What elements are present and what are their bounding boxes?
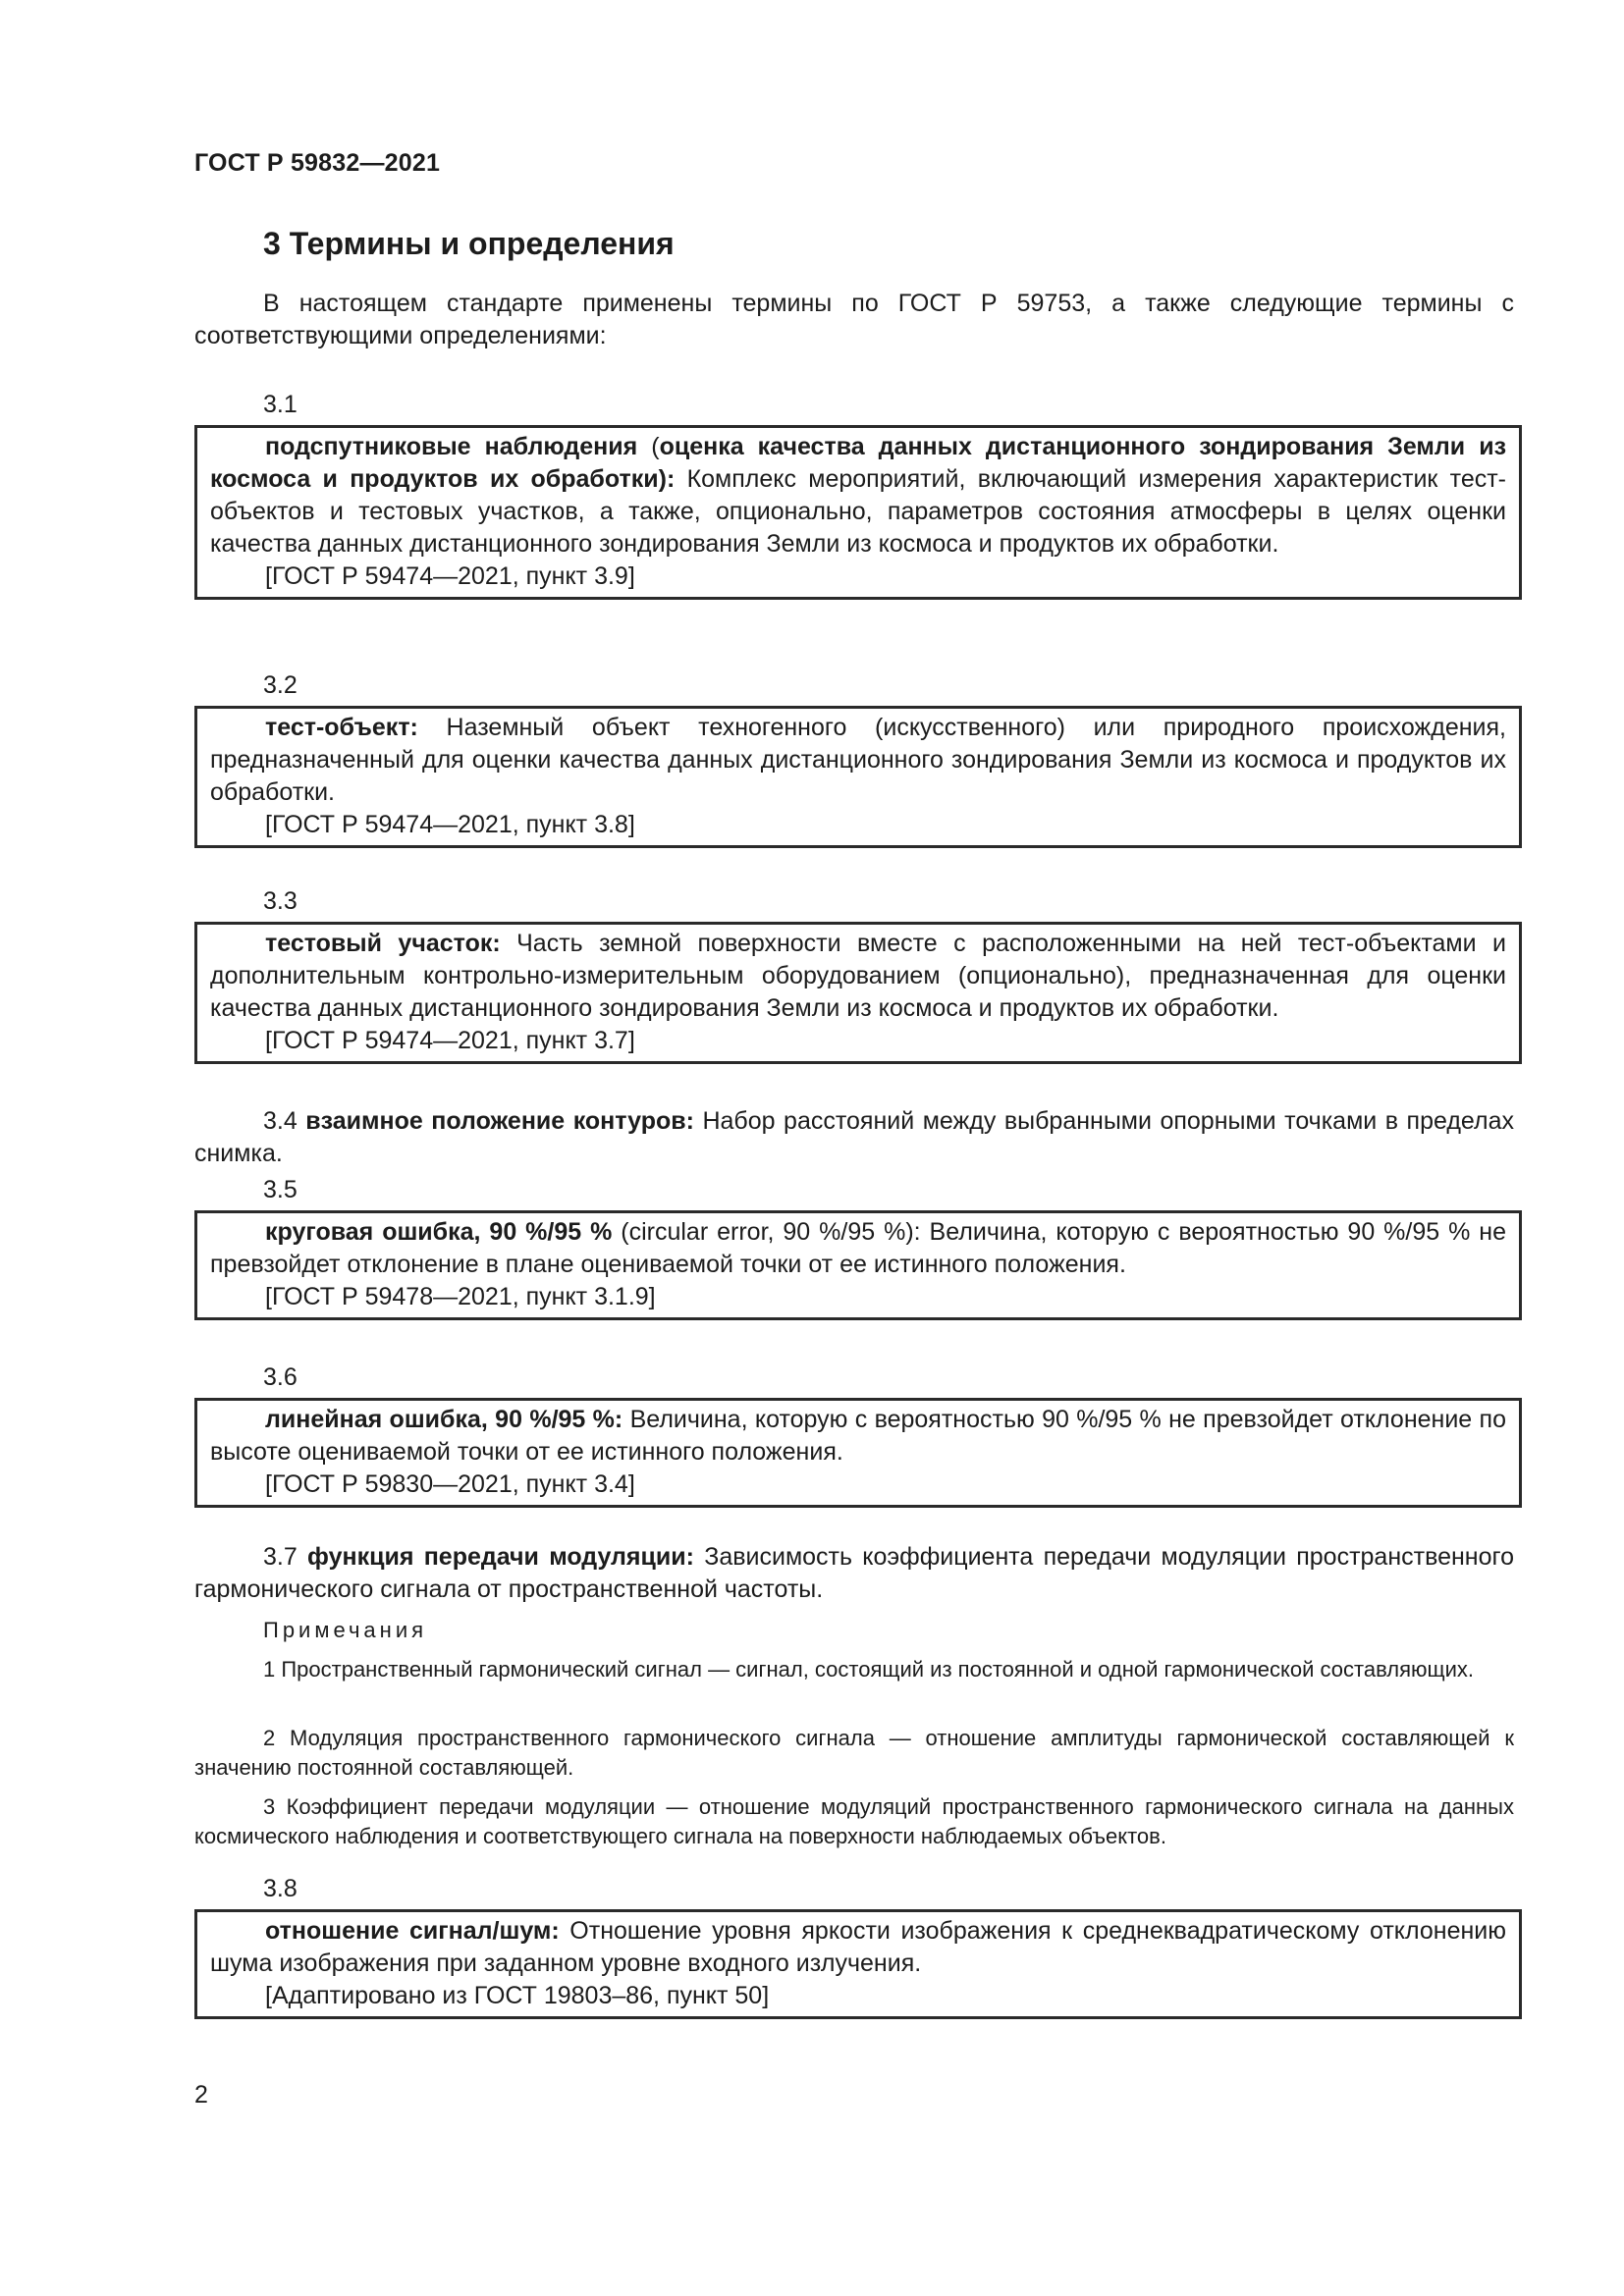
term-definition bbox=[210, 1216, 1506, 1281]
term-3-4-paragraph bbox=[194, 1105, 1514, 1170]
term-name: тестовый участок: bbox=[265, 930, 501, 957]
term-box-3-5 bbox=[194, 1210, 1522, 1320]
term-definition bbox=[210, 928, 1506, 1025]
term-box-3-8 bbox=[194, 1909, 1522, 2019]
term-definition-text: Величина, которую с вероятностью 90 %/95 % не превзойдет отклонение в плане оцениваемой точки от ее истинного положения. bbox=[210, 1218, 1506, 1278]
page-number: 2 bbox=[194, 2081, 208, 2109]
note-text: 2 Модуляция пространственного гармонического сигнала — отношение амплитуды гармонической составляющей к значению постоянной составляющей. bbox=[194, 1726, 1514, 1780]
term-source: [ГОСТ Р 59474—2021, пункт 3.9] bbox=[265, 562, 635, 590]
term-3-7-paragraph bbox=[194, 1541, 1514, 1606]
term-definition-text: Величина, которую с вероятностью 90 %/95 % не превзойдет отклонение по высоте оцениваемой точки от ее истинного положения. bbox=[210, 1406, 1506, 1466]
term-number-3-8: 3.8 bbox=[263, 1875, 298, 1902]
term-box-3-2 bbox=[194, 706, 1522, 848]
intro-text: В настоящем стандарте применены термины по ГОСТ Р 59753, а также следующие термины с соответствующими определениями: bbox=[194, 290, 1514, 349]
note-text: 1 Пространственный гармонический сигнал — сигнал, состоящий из постоянной и одной гармонической составляющих. bbox=[263, 1657, 1475, 1682]
section-title: 3 Термины и определения bbox=[263, 226, 675, 261]
term-name: подспутниковые наблюдения bbox=[265, 433, 638, 460]
term-number-3-7: 3.7 bbox=[263, 1543, 298, 1571]
note-3 bbox=[194, 1792, 1514, 1851]
intro-paragraph bbox=[194, 288, 1514, 352]
term-definition-text: Отношение уровня яркости изображения к среднеквадратическому отклонению шума изображения при заданном уровне входного излучения. bbox=[210, 1917, 1506, 1977]
term-definition-text: Наземный объект техногенного (искусственного) или природного происхождения, предназначенный для оценки качества данных дистанционного зондирования Земли из космоса и продуктов их обработки. bbox=[210, 714, 1506, 806]
term-definition-text: Комплекс мероприятий, включающий измерения характеристик тест-объектов и тестовых участков, а также, опционально, параметров состояния атмосферы в целях оценки качества данных дистанционного зондирования Земли из космоса и продуктов их обработки. bbox=[210, 465, 1506, 558]
term-name: взаимное положение контуров: bbox=[305, 1107, 694, 1135]
notes-label: Примечания bbox=[263, 1618, 428, 1642]
term-source: [Адаптировано из ГОСТ 19803–86, пункт 50] bbox=[265, 1982, 770, 2009]
term-box-3-1 bbox=[194, 425, 1522, 600]
note-1 bbox=[194, 1655, 1514, 1684]
term-definition-text: Зависимость коэффициента передачи модуляции пространственного гармонического сигнала от пространственной частоты. bbox=[194, 1543, 1514, 1603]
term-definition bbox=[210, 712, 1506, 809]
term-definition-text: Набор расстояний между выбранными опорными точками в пределах снимка. bbox=[194, 1107, 1514, 1167]
term-name: тест-объект: bbox=[265, 714, 418, 741]
term-name: линейная ошибка, 90 %/95 %: bbox=[265, 1406, 623, 1433]
document-header: ГОСТ Р 59832—2021 bbox=[194, 149, 441, 177]
term-definition-text: Часть земной поверхности вместе с расположенными на ней тест-объектами и дополнительным контрольно-измерительным оборудованием (опционально), предназначенная для оценки качества данных дистанционного зондирования Земли из космоса и продуктов их обработки. bbox=[210, 930, 1506, 1022]
term-source: [ГОСТ Р 59474—2021, пункт 3.7] bbox=[265, 1027, 635, 1054]
term-name: отношение сигнал/шум: bbox=[265, 1917, 560, 1945]
term-source: [ГОСТ Р 59830—2021, пункт 3.4] bbox=[265, 1470, 635, 1498]
term-box-3-3 bbox=[194, 922, 1522, 1064]
term-number-3-1: 3.1 bbox=[263, 391, 298, 418]
term-paren: ( bbox=[637, 433, 660, 460]
term-number-3-3: 3.3 bbox=[263, 887, 298, 915]
term-number-3-4: 3.4 bbox=[263, 1107, 298, 1135]
term-number-3-6: 3.6 bbox=[263, 1363, 298, 1391]
term-name: круговая ошибка, 90 %/95 % bbox=[265, 1218, 613, 1246]
term-english-name: (circular error, 90 %/95 %): bbox=[612, 1218, 921, 1246]
term-source: [ГОСТ Р 59474—2021, пункт 3.8] bbox=[265, 811, 635, 838]
term-source: [ГОСТ Р 59478—2021, пункт 3.1.9] bbox=[265, 1283, 656, 1310]
note-2 bbox=[194, 1724, 1514, 1783]
term-box-3-6 bbox=[194, 1398, 1522, 1508]
note-text: 3 Коэффициент передачи модуляции — отношение модуляций пространственного гармонического сигнала на данных космического наблюдения и соответствующего сигнала на поверхности наблюдаемых объектов. bbox=[194, 1794, 1514, 1848]
term-definition bbox=[210, 431, 1506, 561]
term-definition bbox=[210, 1404, 1506, 1468]
term-alt-name: оценка качества данных дистанционного зондирования Земли из космоса и продуктов их обработки): bbox=[210, 433, 1506, 493]
term-definition bbox=[210, 1915, 1506, 1980]
term-number-3-2: 3.2 bbox=[263, 671, 298, 699]
term-number-3-5: 3.5 bbox=[263, 1176, 298, 1203]
term-name: функция передачи модуляции: bbox=[307, 1543, 694, 1571]
